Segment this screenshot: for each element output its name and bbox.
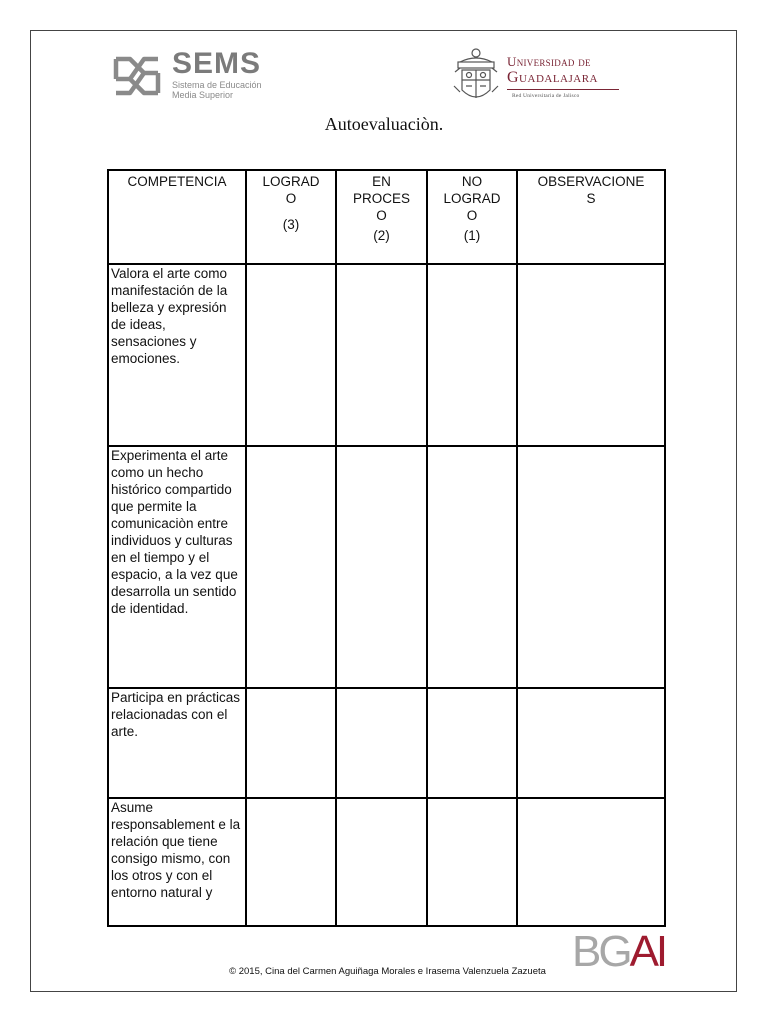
header-competencia: COMPETENCIA — [108, 170, 246, 264]
observaciones-cell[interactable] — [517, 446, 665, 688]
table-row — [108, 798, 665, 926]
observaciones-cell[interactable] — [517, 798, 665, 926]
udg-divider — [507, 89, 619, 90]
header-observaciones: OBSERVACIONE S — [517, 170, 665, 264]
en-proceso-cell[interactable] — [336, 264, 427, 446]
self-evaluation-table — [107, 169, 666, 927]
logrado-cell[interactable] — [246, 688, 336, 798]
sems-logo — [110, 47, 285, 105]
table-row — [108, 264, 665, 446]
sems-subtitle-line2: Media Superior — [172, 90, 234, 100]
page-title: Autoevaluaciòn. — [324, 114, 444, 134]
header-no-logrado: NO LOGRAD O (1) — [427, 170, 517, 264]
udg-name-line1: Universidad de — [507, 54, 591, 69]
logrado-cell[interactable] — [246, 446, 336, 688]
udg-name-line2: Guadalajara — [507, 69, 598, 86]
table-header-row — [108, 170, 665, 264]
sems-title: SEMS — [172, 47, 262, 80]
competencia-cell: Experimenta el arte como un hecho histórico compartido que permite la comunicaciòn entre individuos y culturas en el tiempo y el espacio, a la vez que desarrolla un sentido de identidad. — [108, 446, 246, 688]
observaciones-cell[interactable] — [517, 688, 665, 798]
no-logrado-cell[interactable] — [427, 688, 517, 798]
competencia-cell: Asume responsablement e la relación que tiene consigo mismo, con los otros y con el entorno natural y — [108, 798, 246, 926]
logrado-cell[interactable] — [246, 798, 336, 926]
table-row — [108, 446, 665, 688]
sems-subtitle-line1: Sistema de Educación — [172, 80, 262, 90]
no-logrado-cell[interactable] — [427, 798, 517, 926]
udg-logo — [452, 46, 632, 110]
table-row — [108, 688, 665, 798]
footer-copyright: © 2015, Cina del Carmen Aguiñaga Morales e Irasema Valenzuela Zazueta — [229, 966, 546, 977]
udg-network: Red Universitaria de Jalisco — [512, 93, 580, 99]
en-proceso-cell[interactable] — [336, 688, 427, 798]
sems-subtitle — [172, 80, 292, 100]
bgai-logo-bg: BG — [572, 927, 630, 976]
competencia-cell: Valora el arte como manifestación de la belleza y expresión de ideas, sensaciones y emociones. — [108, 264, 246, 446]
logrado-cell[interactable] — [246, 264, 336, 446]
header-logrado: LOGRAD O (3) — [246, 170, 336, 264]
udg-crest-icon — [452, 46, 500, 108]
competencia-cell: Participa en prácticas relacionadas con el arte. — [108, 688, 246, 798]
no-logrado-cell[interactable] — [427, 264, 517, 446]
bgai-logo-ai: AI — [629, 927, 666, 976]
en-proceso-cell[interactable] — [336, 798, 427, 926]
no-logrado-cell[interactable] — [427, 446, 517, 688]
header-en-proceso: EN PROCES O (2) — [336, 170, 427, 264]
observaciones-cell[interactable] — [517, 264, 665, 446]
en-proceso-cell[interactable] — [336, 446, 427, 688]
sems-knot-icon — [110, 49, 164, 103]
